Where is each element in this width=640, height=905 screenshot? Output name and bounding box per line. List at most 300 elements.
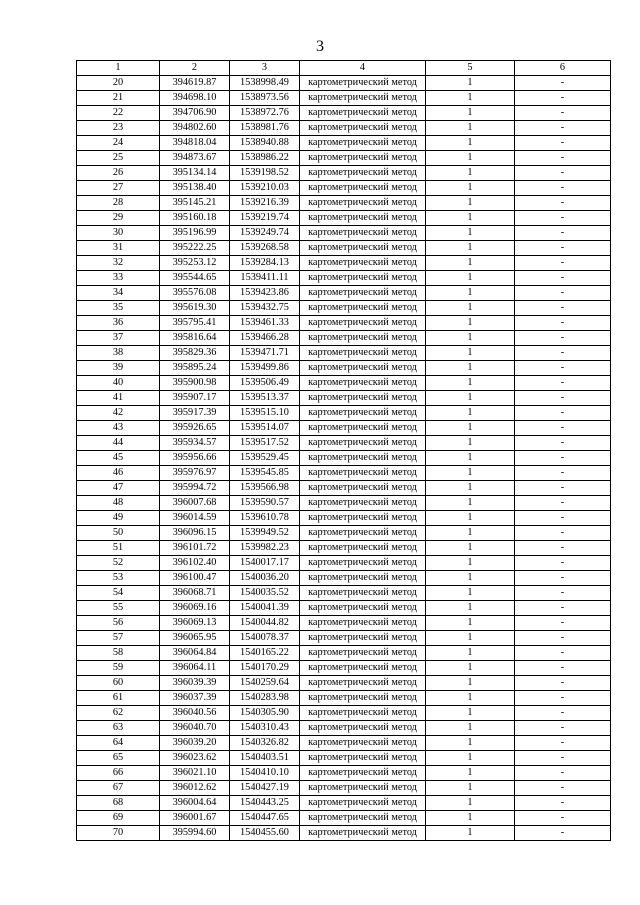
table-cell: картометрический метод: [300, 256, 426, 271]
table-cell: 1538973.56: [230, 91, 300, 106]
table-row: [77, 301, 611, 316]
table-cell: 35: [77, 301, 160, 316]
table-cell: -: [515, 496, 611, 511]
table-cell: 395900.98: [160, 376, 230, 391]
table-cell: 395816.64: [160, 331, 230, 346]
table-cell: 396101.72: [160, 541, 230, 556]
table-cell: 1: [426, 601, 515, 616]
table-cell: 22: [77, 106, 160, 121]
table-cell: 1538998.49: [230, 76, 300, 91]
table-row: [77, 256, 611, 271]
table-cell: -: [515, 241, 611, 256]
table-cell: 1540035.52: [230, 586, 300, 601]
table-cell: картометрический метод: [300, 766, 426, 781]
table-row: [77, 271, 611, 286]
table-cell: 1539949.52: [230, 526, 300, 541]
table-cell: -: [515, 136, 611, 151]
table-cell: 1539545.85: [230, 466, 300, 481]
table-cell: 1: [426, 226, 515, 241]
table-cell: 1: [426, 211, 515, 226]
table-row: [77, 511, 611, 526]
table-cell: 1: [426, 241, 515, 256]
table-cell: 1539268.58: [230, 241, 300, 256]
table-cell: -: [515, 166, 611, 181]
table-cell: 396014.59: [160, 511, 230, 526]
table-cell: 1539466.28: [230, 331, 300, 346]
table-cell: 1540017.17: [230, 556, 300, 571]
table-row: [77, 316, 611, 331]
table-cell: 32: [77, 256, 160, 271]
table-row: [77, 526, 611, 541]
table-cell: 26: [77, 166, 160, 181]
table-cell: 21: [77, 91, 160, 106]
table-cell: 396100.47: [160, 571, 230, 586]
table-cell: -: [515, 301, 611, 316]
table-cell: 1: [426, 646, 515, 661]
table-cell: 1540036.20: [230, 571, 300, 586]
table-cell: 31: [77, 241, 160, 256]
table-cell: 396012.62: [160, 781, 230, 796]
table-cell: 1538940.88: [230, 136, 300, 151]
table-cell: 41: [77, 391, 160, 406]
table-cell: 395145.21: [160, 196, 230, 211]
table-cell: 1: [426, 706, 515, 721]
table-cell: 395619.30: [160, 301, 230, 316]
table-cell: 1: [426, 526, 515, 541]
table-cell: 1: [426, 691, 515, 706]
table-cell: 1: [426, 766, 515, 781]
table-cell: 1: [426, 451, 515, 466]
table-row: [77, 496, 611, 511]
table-cell: 1540259.64: [230, 676, 300, 691]
table-cell: -: [515, 406, 611, 421]
table-cell: 1: [426, 106, 515, 121]
table-cell: 1539515.10: [230, 406, 300, 421]
table-cell: 55: [77, 601, 160, 616]
table-cell: картометрический метод: [300, 751, 426, 766]
table-cell: 1: [426, 796, 515, 811]
table-cell: 395160.18: [160, 211, 230, 226]
table-cell: 1: [426, 391, 515, 406]
table-cell: -: [515, 211, 611, 226]
table-cell: -: [515, 181, 611, 196]
table-cell: картометрический метод: [300, 76, 426, 91]
table-cell: 48: [77, 496, 160, 511]
table-cell: 395934.57: [160, 436, 230, 451]
header-cell: 5: [426, 61, 515, 76]
table-cell: 1: [426, 376, 515, 391]
table-cell: 1: [426, 301, 515, 316]
table-cell: -: [515, 196, 611, 211]
table-cell: -: [515, 421, 611, 436]
table-cell: 61: [77, 691, 160, 706]
table-cell: 396001.67: [160, 811, 230, 826]
table-cell: 1539284.13: [230, 256, 300, 271]
table-cell: 395994.72: [160, 481, 230, 496]
table-cell: картометрический метод: [300, 286, 426, 301]
table-cell: 57: [77, 631, 160, 646]
table-row: [77, 616, 611, 631]
table-cell: -: [515, 646, 611, 661]
table-cell: -: [515, 451, 611, 466]
table-cell: 396039.20: [160, 736, 230, 751]
table-cell: 1539249.74: [230, 226, 300, 241]
table-header: [77, 61, 611, 76]
table-cell: 396037.39: [160, 691, 230, 706]
table-cell: 54: [77, 586, 160, 601]
table-cell: картометрический метод: [300, 631, 426, 646]
table-cell: 396064.84: [160, 646, 230, 661]
table-cell: -: [515, 811, 611, 826]
table-cell: -: [515, 511, 611, 526]
table-cell: 395196.99: [160, 226, 230, 241]
table-cell: 53: [77, 571, 160, 586]
table-cell: картометрический метод: [300, 826, 426, 841]
table-cell: 1540044.82: [230, 616, 300, 631]
table-cell: 395976.97: [160, 466, 230, 481]
table-cell: -: [515, 256, 611, 271]
table-cell: 58: [77, 646, 160, 661]
table-cell: -: [515, 91, 611, 106]
table-row: [77, 481, 611, 496]
table-cell: 395994.60: [160, 826, 230, 841]
table-cell: 1: [426, 661, 515, 676]
table-cell: 50: [77, 526, 160, 541]
table-cell: 51: [77, 541, 160, 556]
table-cell: 1539432.75: [230, 301, 300, 316]
table-cell: -: [515, 526, 611, 541]
table-cell: -: [515, 76, 611, 91]
table-row: [77, 601, 611, 616]
table-cell: -: [515, 346, 611, 361]
table-cell: картометрический метод: [300, 601, 426, 616]
table-cell: картометрический метод: [300, 391, 426, 406]
table-cell: 1: [426, 406, 515, 421]
table-cell: 1540041.39: [230, 601, 300, 616]
table-cell: 1540447.65: [230, 811, 300, 826]
table-row: [77, 91, 611, 106]
table-row: [77, 676, 611, 691]
table-cell: 396007.68: [160, 496, 230, 511]
table-cell: 396040.70: [160, 721, 230, 736]
table-cell: -: [515, 556, 611, 571]
table-row: [77, 76, 611, 91]
table-cell: 68: [77, 796, 160, 811]
table-row: [77, 661, 611, 676]
table-cell: картометрический метод: [300, 151, 426, 166]
table-cell: картометрический метод: [300, 781, 426, 796]
table-row: [77, 391, 611, 406]
table-cell: -: [515, 361, 611, 376]
table-row: [77, 691, 611, 706]
table-cell: картометрический метод: [300, 331, 426, 346]
table-cell: 396021.10: [160, 766, 230, 781]
table-cell: 1: [426, 136, 515, 151]
table-cell: 1539210.03: [230, 181, 300, 196]
table-cell: 44: [77, 436, 160, 451]
table-cell: -: [515, 601, 611, 616]
table-cell: картометрический метод: [300, 616, 426, 631]
table-cell: картометрический метод: [300, 466, 426, 481]
table-cell: 1: [426, 151, 515, 166]
table-row: [77, 571, 611, 586]
table-cell: картометрический метод: [300, 541, 426, 556]
table-cell: -: [515, 481, 611, 496]
table-cell: 1: [426, 631, 515, 646]
table-cell: 1: [426, 616, 515, 631]
table-cell: картометрический метод: [300, 811, 426, 826]
table-row: [77, 286, 611, 301]
table-cell: 1540170.29: [230, 661, 300, 676]
table-cell: -: [515, 706, 611, 721]
table-cell: 56: [77, 616, 160, 631]
table-cell: 1: [426, 826, 515, 841]
table-cell: 394619.87: [160, 76, 230, 91]
table-cell: 1539216.39: [230, 196, 300, 211]
table-cell: 1539423.86: [230, 286, 300, 301]
table-cell: картометрический метод: [300, 106, 426, 121]
table-cell: 1: [426, 361, 515, 376]
table-cell: 1539529.45: [230, 451, 300, 466]
table-cell: 1: [426, 781, 515, 796]
table-cell: картометрический метод: [300, 211, 426, 226]
table-cell: 1: [426, 166, 515, 181]
header-cell: 2: [160, 61, 230, 76]
table-cell: 1: [426, 331, 515, 346]
table-cell: картометрический метод: [300, 316, 426, 331]
table-cell: -: [515, 796, 611, 811]
table-cell: картометрический метод: [300, 271, 426, 286]
table-cell: 1: [426, 121, 515, 136]
table-cell: картометрический метод: [300, 421, 426, 436]
coordinates-table: [76, 60, 611, 841]
table-cell: 1: [426, 556, 515, 571]
table-row: [77, 736, 611, 751]
table-cell: -: [515, 766, 611, 781]
table-cell: 30: [77, 226, 160, 241]
table-cell: -: [515, 616, 611, 631]
table-cell: 1: [426, 466, 515, 481]
table-cell: 20: [77, 76, 160, 91]
table-row: [77, 406, 611, 421]
table-cell: 62: [77, 706, 160, 721]
table-row: [77, 226, 611, 241]
table-cell: 396068.71: [160, 586, 230, 601]
table-cell: 1539411.11: [230, 271, 300, 286]
header-cell: 4: [300, 61, 426, 76]
table-row: [77, 121, 611, 136]
table-cell: 38: [77, 346, 160, 361]
table-row: [77, 631, 611, 646]
table-row: [77, 136, 611, 151]
table-cell: картометрический метод: [300, 91, 426, 106]
table-cell: 1: [426, 751, 515, 766]
table-cell: -: [515, 586, 611, 601]
table-cell: 1539506.49: [230, 376, 300, 391]
table-cell: 396040.56: [160, 706, 230, 721]
table-row: [77, 331, 611, 346]
table-cell: 25: [77, 151, 160, 166]
table-cell: 1: [426, 586, 515, 601]
table-cell: картометрический метод: [300, 301, 426, 316]
table-cell: 1539198.52: [230, 166, 300, 181]
table-cell: 394706.90: [160, 106, 230, 121]
table-cell: 395134.14: [160, 166, 230, 181]
table-row: [77, 196, 611, 211]
table-cell: 67: [77, 781, 160, 796]
table-cell: 49: [77, 511, 160, 526]
table-cell: -: [515, 316, 611, 331]
table-cell: 60: [77, 676, 160, 691]
table-cell: картометрический метод: [300, 196, 426, 211]
table-cell: 1: [426, 76, 515, 91]
table-row: [77, 346, 611, 361]
table-row: [77, 586, 611, 601]
table-cell: -: [515, 436, 611, 451]
table-cell: картометрический метод: [300, 511, 426, 526]
table-cell: 37: [77, 331, 160, 346]
table-row: [77, 796, 611, 811]
table-row: [77, 766, 611, 781]
table-cell: -: [515, 571, 611, 586]
table-cell: картометрический метод: [300, 136, 426, 151]
table-cell: 1539610.78: [230, 511, 300, 526]
table-cell: 395917.39: [160, 406, 230, 421]
table-cell: 1539982.23: [230, 541, 300, 556]
table-cell: картометрический метод: [300, 376, 426, 391]
table-cell: 1: [426, 286, 515, 301]
table-cell: -: [515, 676, 611, 691]
table-cell: 396096.15: [160, 526, 230, 541]
table-cell: 1: [426, 676, 515, 691]
table-cell: 396065.95: [160, 631, 230, 646]
table-row: [77, 451, 611, 466]
table-cell: картометрический метод: [300, 586, 426, 601]
table-cell: 29: [77, 211, 160, 226]
table-row: [77, 466, 611, 481]
table-cell: картометрический метод: [300, 181, 426, 196]
table-cell: картометрический метод: [300, 691, 426, 706]
table-cell: 69: [77, 811, 160, 826]
table-cell: 24: [77, 136, 160, 151]
table-cell: 1538972.76: [230, 106, 300, 121]
table-cell: картометрический метод: [300, 796, 426, 811]
table-cell: 395576.08: [160, 286, 230, 301]
table-cell: -: [515, 691, 611, 706]
table-cell: 1: [426, 571, 515, 586]
table-cell: 395138.40: [160, 181, 230, 196]
table-cell: 1539517.52: [230, 436, 300, 451]
table-cell: 1: [426, 256, 515, 271]
table-cell: 395907.17: [160, 391, 230, 406]
table-cell: 1: [426, 721, 515, 736]
table-cell: 46: [77, 466, 160, 481]
table-cell: -: [515, 226, 611, 241]
table-cell: 1539461.33: [230, 316, 300, 331]
table-cell: 27: [77, 181, 160, 196]
table-cell: 65: [77, 751, 160, 766]
table-cell: 1539499.86: [230, 361, 300, 376]
table-cell: -: [515, 466, 611, 481]
table-cell: 396069.16: [160, 601, 230, 616]
table-cell: картометрический метод: [300, 166, 426, 181]
table-cell: 1: [426, 736, 515, 751]
table-row: [77, 811, 611, 826]
table-cell: -: [515, 331, 611, 346]
table-row: [77, 781, 611, 796]
table-cell: 1539471.71: [230, 346, 300, 361]
table-cell: 1540410.10: [230, 766, 300, 781]
table-row: [77, 211, 611, 226]
table-cell: картометрический метод: [300, 661, 426, 676]
table-row: [77, 181, 611, 196]
table-cell: 1540403.51: [230, 751, 300, 766]
table-cell: картометрический метод: [300, 556, 426, 571]
table-cell: -: [515, 391, 611, 406]
table-row: [77, 106, 611, 121]
table-cell: 39: [77, 361, 160, 376]
table-cell: 396064.11: [160, 661, 230, 676]
table-cell: картометрический метод: [300, 451, 426, 466]
table-cell: 28: [77, 196, 160, 211]
table-body: [77, 76, 611, 841]
table-cell: 45: [77, 451, 160, 466]
table-cell: 1539219.74: [230, 211, 300, 226]
table-cell: картометрический метод: [300, 571, 426, 586]
table-cell: 394818.04: [160, 136, 230, 151]
table-cell: 1: [426, 436, 515, 451]
table-cell: 1: [426, 421, 515, 436]
table-cell: -: [515, 736, 611, 751]
table-cell: -: [515, 271, 611, 286]
table-cell: 1540078.37: [230, 631, 300, 646]
table-cell: 42: [77, 406, 160, 421]
table-cell: 70: [77, 826, 160, 841]
table-cell: 47: [77, 481, 160, 496]
table-cell: картометрический метод: [300, 496, 426, 511]
table-cell: картометрический метод: [300, 676, 426, 691]
table-cell: 1539513.37: [230, 391, 300, 406]
table-cell: картометрический метод: [300, 646, 426, 661]
table-cell: картометрический метод: [300, 736, 426, 751]
page-number: 3: [316, 38, 324, 55]
table-cell: 396004.64: [160, 796, 230, 811]
table-cell: 1540455.60: [230, 826, 300, 841]
table-cell: 394873.67: [160, 151, 230, 166]
table-cell: -: [515, 751, 611, 766]
header-row: [77, 61, 611, 76]
table-cell: 1: [426, 181, 515, 196]
table-cell: 395253.12: [160, 256, 230, 271]
table-cell: -: [515, 781, 611, 796]
table-cell: 396069.13: [160, 616, 230, 631]
table-cell: 395895.24: [160, 361, 230, 376]
table-row: [77, 721, 611, 736]
table-cell: картометрический метод: [300, 361, 426, 376]
table-cell: 1: [426, 91, 515, 106]
table-cell: -: [515, 106, 611, 121]
table-cell: -: [515, 721, 611, 736]
table-cell: 66: [77, 766, 160, 781]
header-cell: 6: [515, 61, 611, 76]
table-cell: 395544.65: [160, 271, 230, 286]
table-cell: 1539590.57: [230, 496, 300, 511]
table-cell: -: [515, 661, 611, 676]
table-cell: 1: [426, 316, 515, 331]
table-cell: 34: [77, 286, 160, 301]
table-cell: 1540310.43: [230, 721, 300, 736]
table-cell: -: [515, 631, 611, 646]
